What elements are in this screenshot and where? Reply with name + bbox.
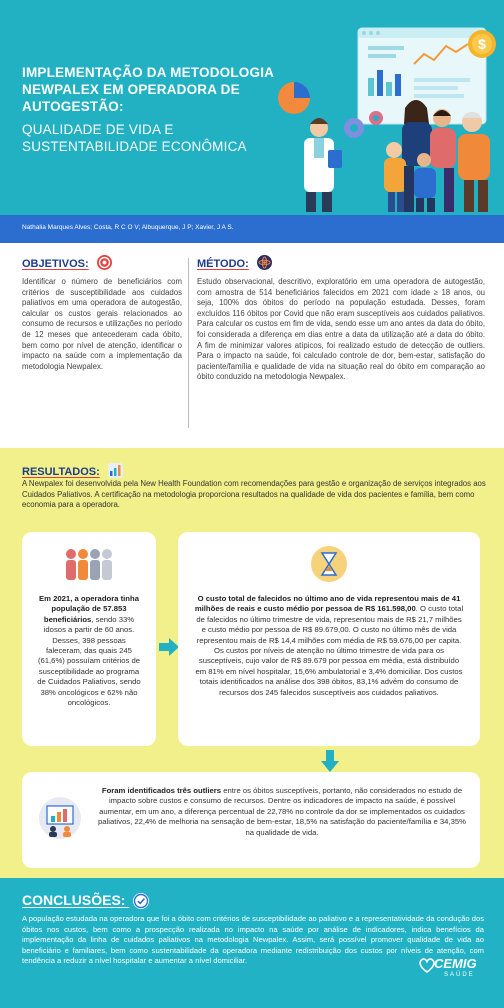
poster-subtitle: QUALIDADE DE VIDA E SUSTENTABILIDADE ECONÔMICA [22, 122, 247, 154]
analytics-icon [108, 463, 123, 478]
authors-text: Nathalia Marques Alves; Costa, R C O V; Albuquerque, J P; Xavier, J A S. [22, 224, 234, 231]
atom-icon [257, 255, 272, 270]
method-text: Estudo observacional, descritivo, exploratório em uma operadora de autogestão, com amostra de 514 beneficiários falecidos em 2021 com idade ≥ 18 anos, ou seja, 100% dos óbitos do período na população estudada. Desses, foram excluídos 116 óbitos por Covid que não eram susceptíveis aos cuidados paliativos. Para calcular os custos em fim de vida, sendo esse um ano antes da data do óbito, foi considerada a diferença em dias entre a data da utilização até a data do óbito. A fim de minimizar valores atípicos, foi realizado estudo de detecção de outliers. Para o impacto na saúde, foi calculado controle de dor, bem-estar, satisfação do paciente/família e qualidade de vida na situação real do óbito em comparação ao óbito conduzido na metodologia Newpalex. [197, 277, 485, 382]
check-circle-icon [133, 893, 149, 909]
objectives-title: OBJETIVOS: [22, 258, 89, 270]
objectives-section [22, 254, 182, 372]
method-section [197, 254, 485, 383]
outliers-text [96, 786, 468, 838]
cost-card [178, 532, 480, 746]
results-title: RESULTADOS: [22, 466, 100, 478]
family-doctor-illustration [264, 0, 504, 215]
population-text [34, 594, 144, 708]
population-highlight: Em 2021, a operadora tinha população de 57.853 beneficiários [39, 594, 139, 624]
arrow-down-icon [321, 750, 339, 772]
header-banner [0, 0, 504, 215]
money-hourglass-icon [309, 544, 349, 584]
population-card [22, 532, 156, 746]
cost-text [194, 594, 464, 698]
section-divider [188, 258, 189, 428]
target-icon [97, 255, 112, 270]
cemig-saude-logo [418, 954, 480, 986]
conclusions-section [0, 878, 504, 1008]
outliers-highlight: Foram identificados três outliers [101, 786, 222, 795]
svg-text:$: $ [478, 36, 486, 52]
results-intro: A Newpalex foi desenvolvida pela New Health Foundation com recomendações para gestão e organização de serviços integrados aos Cuidados Paliativos. A certificação na metodologia proporciona resultados na qualidade de vida dos pacientes e família, bem como economia para a operadora. [22, 479, 486, 510]
logo-name: CEMIG [434, 956, 477, 971]
authors-bar [0, 215, 504, 243]
arrow-right-icon [159, 638, 179, 656]
cost-detail: . O custo total de falecidos no último trimestre de vida, representou mais de R$ 21,7 milhões e custo médio por pessoa de R$ 89.679,00. O custo no último mês de vida representou mais de R$ 14,4 milhões com média de R$ 59.676,00 per capita. Os custos por níveis de atenção no último trimestre de vida para os susceptíveis, cujo valor de R$ 89.679 por pessoa em média, está distribuído em 81% em nível hospitalar, 15,6% ambulatorial e 3,4% domiciliar. Dos custos totais identificados na análise dos 398 óbitos, 83,1% advém do consumo de recursos dos 245 falecidos susceptíveis aos cuidados paliativos. [195, 604, 464, 697]
cost-highlight: O custo total de falecidos no último ano de vida representou mais de 41 milhões de reais e custo médio por pessoa de R$ 161.598,00 [194, 594, 461, 614]
logo-sub: SAÚDE [444, 972, 475, 978]
population-icon [59, 546, 119, 582]
outliers-card [22, 772, 480, 868]
presentation-chart-icon [38, 796, 82, 840]
objectives-text: Identificar o número de beneficiários com critérios de susceptibilidade aos cuidados paliativos em uma operadora de autogestão, calcular os custos gerais relacionados ao consumo de recursos e utilizações no período de 12 meses que antecederam cada óbito, bem como por nível de atenção, identificar o impacto na saúde com a implementação da metodologia Newpalex. [22, 277, 182, 371]
population-detail: , sendo 33% idosos a partir de 60 anos. Desses, 398 pessoas faleceram, das quais 245 (61,6%) possuíam critérios de susceptibilidade ao programa de Cuidados Paliativos, sendo 38% oncológicos e 62% não oncológicos. [37, 614, 141, 708]
method-title: MÉTODO: [197, 258, 249, 270]
poster-title: IMPLEMENTAÇÃO DA METODOLOGIA NEWPALEX EM OPERADORA DE AUTOGESTÃO: [22, 65, 274, 114]
conclusions-text: A população estudada na operadora que foi a óbito com critérios de susceptibilidade ao paliativo e a representatividade da condução dos óbitos nos custos, bem como a prospecção realizada no impacto na saúde por análise de indicadores, indica benefícios da implementação da linha de cuidados paliativos na metodologia Newpalex. Assim, será possível promover qualidade de vida ao beneficiário e familiares, bem como sustentabilidade da operadora mediante redistribuição dos custos por níveis de atenção, com tendência a reduzir a nível hospitalar e aumentar a nível domiciliar. [22, 914, 484, 966]
outliers-detail: entre os óbitos susceptíveis, portanto, não considerados no estudo de impacto sobre custos e consumo de recursos. Dentre os indicadores de impacto na saúde, é possível aumentar, em um ano, a diferença percentual de 22,78% no controle da dor se implementados os cuidados paliativos, 22,4% de melhoria na sensação de bem-estar, 18,5% na satisfação do paciente/família e 34,35% na qualidade de vida. [98, 786, 466, 837]
conclusions-title: CONCLUSÕES: [22, 892, 126, 908]
results-section [0, 448, 504, 878]
